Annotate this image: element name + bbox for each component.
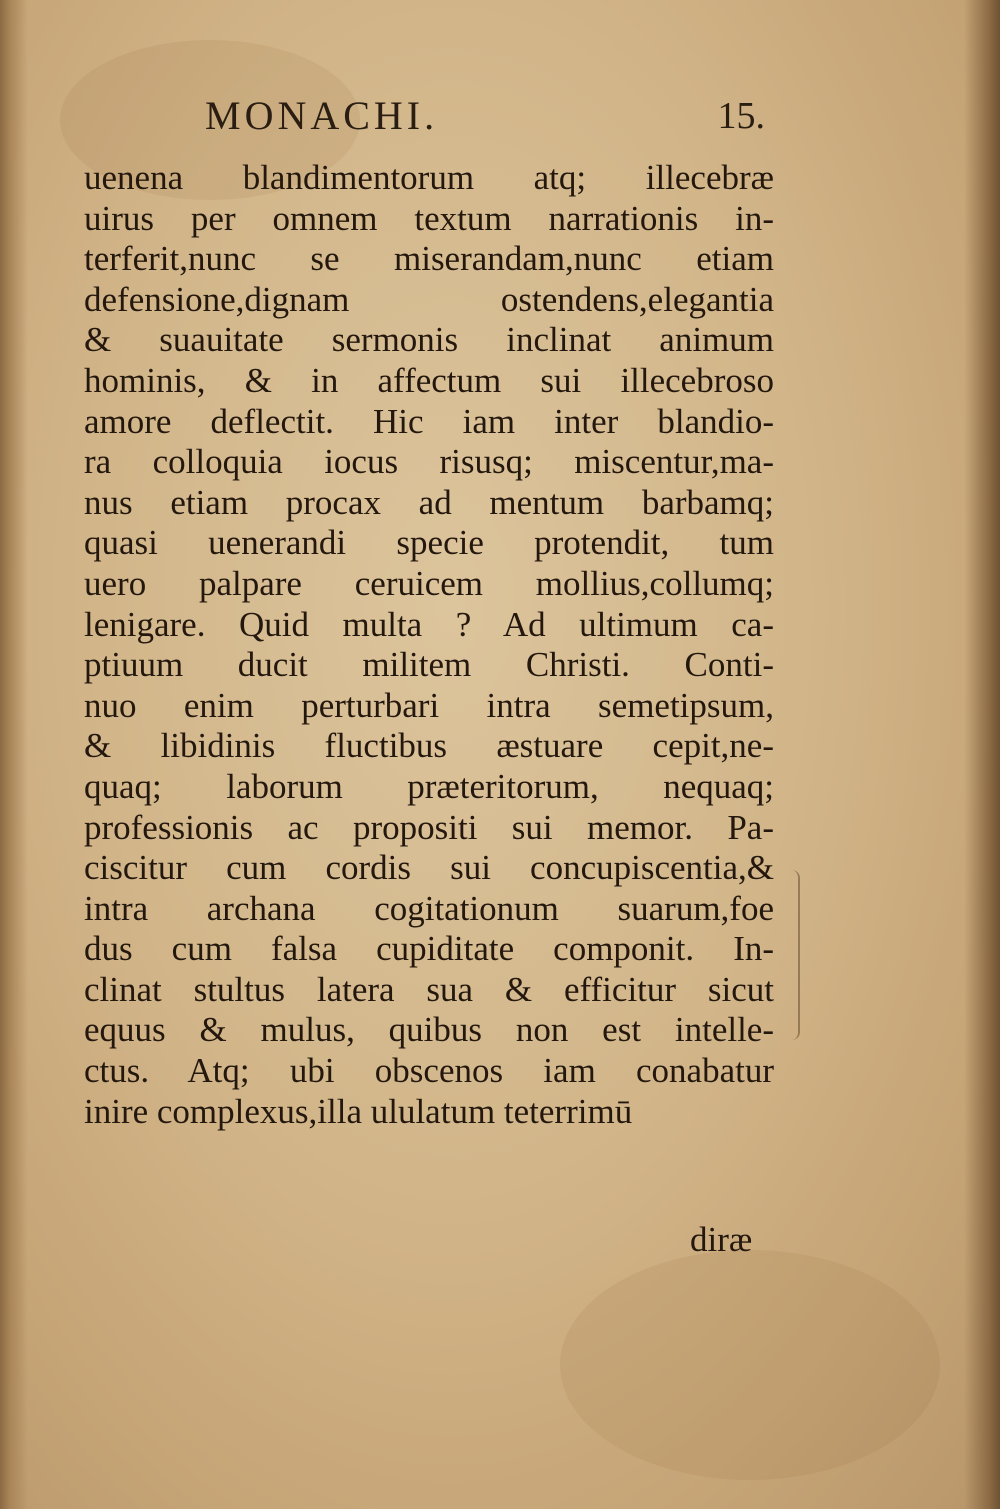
page-edge-shadow <box>964 0 1000 1509</box>
text-line: clinat stultus latera sua & efficitur sicut <box>84 969 774 1009</box>
text-line: uenena blandimentorum atq; illecebræ <box>84 158 774 197</box>
text-line: ptiuum ducit militem Christi. Conti- <box>84 645 774 685</box>
text-line: ciscitur cum cordis sui concupiscentia,& <box>84 848 774 888</box>
text-line: terferit,nunc se miserandam,nunc etiam <box>84 239 774 279</box>
text-line: amore deflectit. Hic iam inter blandio- <box>84 401 774 441</box>
text-line: nuo enim perturbari intra semetipsum, <box>84 685 774 725</box>
text-line: uero palpare ceruicem mollius,collumq; <box>84 563 774 603</box>
paper-stain <box>560 1250 940 1480</box>
body-text <box>84 158 774 1132</box>
page-header <box>205 92 765 142</box>
text-line: lenigare. Quid multa ? Ad ultimum ca- <box>84 604 774 644</box>
marginal-bracket <box>784 870 800 1040</box>
text-line: professionis ac propositi sui memor. Pa- <box>84 807 774 847</box>
page-number: 15. <box>717 95 765 137</box>
text-line: dus cum falsa cupiditate componit. In- <box>84 929 774 969</box>
text-line: ctus. Atq; ubi obscenos iam conabatur <box>84 1051 774 1091</box>
page-gutter-shadow <box>0 0 28 1509</box>
text-line: uirus per omnem textum narrationis in- <box>84 198 774 238</box>
text-line: inire complexus,illa ululatum teterrimū <box>84 1091 633 1131</box>
text-line: ra colloquia iocus risusq; miscentur,ma- <box>84 442 774 482</box>
text-line: nus etiam procax ad mentum barbamq; <box>84 482 774 522</box>
text-line: equus & mulus, quibus non est intelle- <box>84 1010 774 1050</box>
text-line: intra archana cogitationum suarum,foe <box>84 888 774 928</box>
text-line: & suauitate sermonis inclinat animum <box>84 320 774 360</box>
text-line: quasi uenerandi specie protendit, tum <box>84 523 774 563</box>
text-line: hominis, & in affectum sui illecebroso <box>84 360 774 400</box>
text-line: & libidinis fluctibus æstuare cepit,ne- <box>84 726 774 766</box>
running-title: MONACHI. <box>205 93 439 138</box>
text-line: quaq; laborum præteritorum, nequaq; <box>84 766 774 806</box>
text-line: defensione,dignam ostendens,elegantia <box>84 279 774 319</box>
catchword: diræ <box>690 1220 753 1259</box>
